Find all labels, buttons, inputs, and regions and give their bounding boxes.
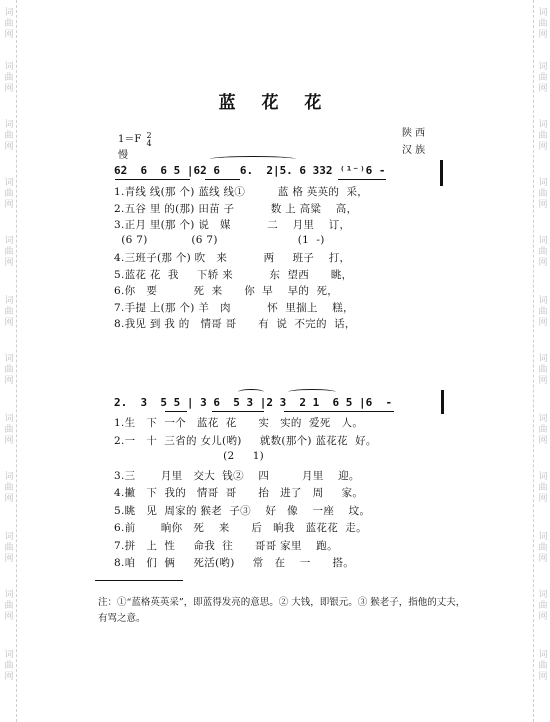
section2-slur-b [288,389,336,395]
lyric-line: 6.前 晌你 死 来 后 晌我 蓝花花 走。 [114,522,367,534]
lyric-line: 7.手提 上(那 个) 羊 肉 怀 里揣上 糕， [114,301,354,314]
lyric-line: 6.你 要 死 来 你 早 早的 死， [114,285,339,297]
watermark-text: 词 曲 网 [538,414,548,446]
section2-underline-c [284,411,394,412]
lyric-line: 8.我见 到 我 的 情哥 哥 有 说 不完的 话， [114,318,356,330]
lyric-line: 5.眺 见 周家的 猴老 子③ 好 像 一座 坟。 [114,504,371,517]
lyric-line: 5.蓝花 花 我 下轿 来 东 望西 眺， [114,268,353,281]
lyric-line: (6 7) (6 7) (1 -) [114,233,325,246]
time-sig-top: 2 [146,130,152,140]
footnote-rule [95,580,183,581]
lyric-line: 8.咱 们 俩 死活(哟) 常 在 一 搭。 [114,557,355,569]
section1-underline-a [115,179,190,180]
watermark-text: 词 曲 网 [538,236,548,268]
time-signature [147,132,152,148]
lyric-line: (2 1) [114,450,265,462]
lyric-line: 3.正月 里(那 个) 说 媒 二 月里 订， [114,219,351,231]
time-sig-bottom: 4 [146,138,152,148]
watermark-text: 词 曲 网 [4,472,14,504]
section2-underline-a [165,411,187,412]
watermark-text: 词 曲 网 [538,354,548,386]
song-title: 蓝 花 花 [218,93,332,113]
watermark-text: 词 曲 网 [538,62,548,94]
key-label: 1＝F [118,134,142,145]
lyric-line: 2.一 十 三省的 女儿(哟) 就数(那个) 蓝花花 好。 [114,434,377,447]
tempo-mark: 慢 [118,150,128,161]
section1-slur [210,156,296,162]
lyric-line: 4.三班子(那 个) 吹 来 两 班子 打， [114,252,351,264]
lyric-line: 1.生 下 一个 蓝花 花 实 实的 爱死 人。 [114,417,364,429]
origin-label: 陕 西 [402,128,426,139]
section1-barline [440,160,443,186]
section2-notation: 2. 3 5 5 | 3 6 5 3 |2 3 2 1 6 5 |6 - [114,396,399,409]
section1-underline-c [338,179,386,180]
watermark-text: 词 曲 网 [4,62,14,94]
key-signature [118,130,152,148]
watermark-text: 词 曲 网 [4,354,14,386]
watermark-text: 词 曲 网 [4,8,14,40]
watermark-text: 词 曲 网 [538,590,548,622]
ethnic-label: 汉 族 [402,145,426,156]
watermark-text: 词 曲 网 [538,8,548,40]
lyric-line: 7.拼 上 性 命我 往 哥哥 家里 跑。 [114,539,338,552]
watermark-text: 词 曲 网 [4,120,14,152]
watermark-text: 词 曲 网 [4,296,14,328]
watermark-text: 词 曲 网 [538,178,548,210]
watermark-text: 词 曲 网 [538,120,548,152]
watermark-text: 词 曲 网 [538,650,548,682]
watermark-text: 词 曲 网 [4,178,14,210]
lyric-line: 3.三 月里 交大 钱② 四 月里 迎。 [114,469,360,482]
section2-final-barline [441,390,444,414]
watermark-text: 词 曲 网 [4,414,14,446]
watermark-text: 词 曲 网 [4,650,14,682]
lyric-line: 2.五谷 里 的(那) 田苗 子 数 上 高粱 高， [114,202,358,215]
watermark-text: 词 曲 网 [4,236,14,268]
watermark-text: 词 曲 网 [4,590,14,622]
footnote: 注：①“蓝格英英采”，即蓝得发亮的意思。② 大钱，即银元。③ 猴老子，指他的丈夫，有骂之意。 [98,597,466,624]
watermark-text: 词 曲 网 [538,532,548,564]
section1-underline-b [205,179,240,180]
section2-slur-a [238,389,264,395]
lyric-line: 1.青线 线(那 个) 蓝线 线① 蓝 格 英英的 采， [114,186,369,198]
lyric-line: 4.撇 下 我的 情哥 哥 抬 进了 周 家。 [114,487,364,499]
section1-notation: 6̇2 6 6 5 |6̇2 6 6. 2|5. 6 332 ⁽¹⁻⁾6 - [114,164,393,177]
watermark-text: 词 曲 网 [4,532,14,564]
watermark-text: 词 曲 网 [538,296,548,328]
watermark-text: 词 曲 网 [538,472,548,504]
section2-underline-b [212,411,264,412]
